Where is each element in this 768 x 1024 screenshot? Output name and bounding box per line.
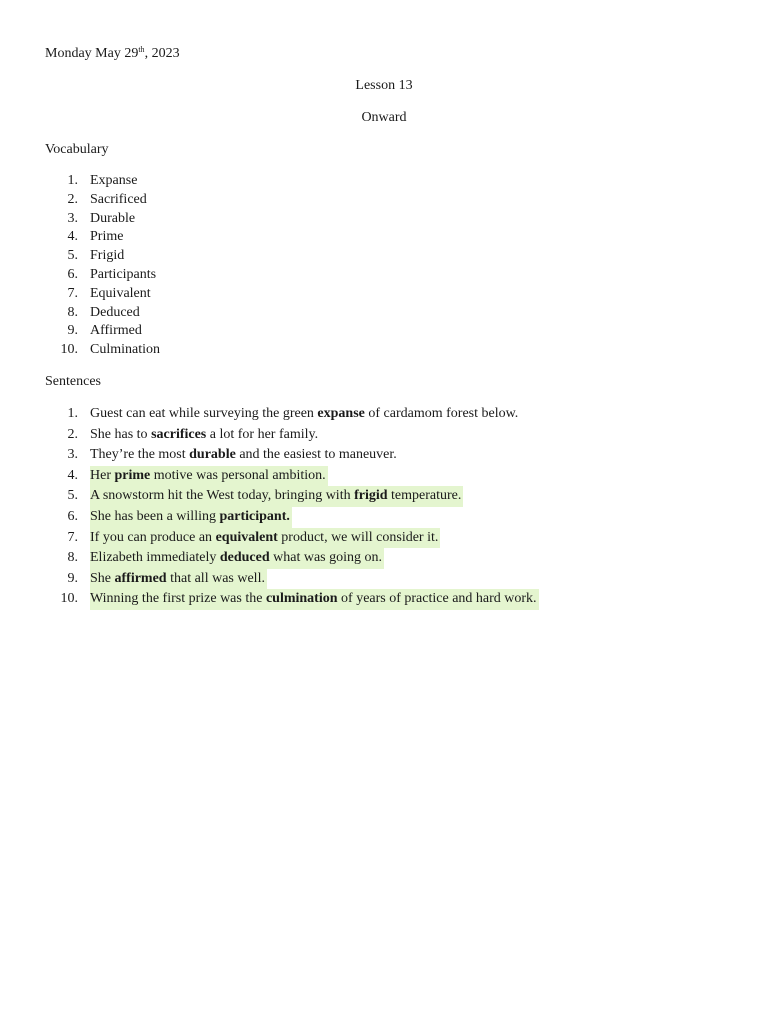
date-ordinal-suffix: th <box>138 45 145 54</box>
vocabulary-word: Sacrificed <box>90 191 147 207</box>
sentence-pre: If you can produce an <box>90 529 216 545</box>
vocabulary-item <box>0 304 760 323</box>
sentence-text-highlighted <box>90 548 384 569</box>
sentence-post: motive was personal ambition. <box>150 467 326 483</box>
vocabulary-word: Frigid <box>90 248 125 264</box>
sentence-vocab-word: prime <box>114 467 151 483</box>
sentence-pre: Elizabeth immediately <box>90 550 220 566</box>
vocabulary-item <box>0 266 760 285</box>
vocabulary-item <box>0 210 760 229</box>
sentence-text-highlighted <box>90 589 539 610</box>
sentence-text <box>90 445 397 466</box>
item-number: 5. <box>67 488 78 504</box>
sentence-item <box>0 466 760 487</box>
sentence-text <box>90 404 518 425</box>
sentence-vocab-word: equivalent <box>215 529 278 545</box>
vocabulary-heading: Vocabulary <box>45 142 109 157</box>
vocabulary-item <box>0 228 760 247</box>
item-number: 9. <box>67 570 78 586</box>
sentence-vocab-word: expanse <box>317 406 365 421</box>
item-number: 1. <box>67 406 78 421</box>
sentence-pre: Guest can eat while surveying the green <box>90 406 318 421</box>
vocabulary-item <box>0 341 760 360</box>
item-number: 6. <box>67 266 78 282</box>
vocabulary-word: Deduced <box>90 304 140 320</box>
date-main: Monday May 29 <box>45 46 139 61</box>
sentence-pre: She <box>90 570 115 586</box>
item-number: 7. <box>67 529 78 545</box>
sentence-vocab-word: deduced <box>219 550 270 566</box>
sentence-post: that all was well. <box>166 570 265 586</box>
item-number: 8. <box>67 550 78 566</box>
vocabulary-item <box>0 322 760 341</box>
item-number: 10. <box>60 591 78 607</box>
item-number: 3. <box>67 447 78 463</box>
vocabulary-word: Affirmed <box>90 323 142 339</box>
sentence-item <box>0 486 760 507</box>
sentence-text-highlighted <box>90 507 292 528</box>
sentence-vocab-word: culmination <box>265 591 338 607</box>
sentence-post: product, we will consider it. <box>277 529 439 545</box>
vocabulary-item <box>0 172 760 191</box>
vocabulary-item <box>0 285 760 304</box>
item-number: 3. <box>67 210 78 226</box>
item-number: 4. <box>67 467 78 483</box>
sentences-heading: Sentences <box>45 374 101 389</box>
vocabulary-item <box>0 247 760 266</box>
item-number: 6. <box>67 508 78 524</box>
sentence-item <box>0 404 760 425</box>
lesson-subtitle: Onward <box>361 110 407 125</box>
sentence-pre: They’re the most <box>90 447 190 463</box>
sentence-item <box>0 507 760 528</box>
item-number: 4. <box>67 229 78 245</box>
sentence-post: of cardamom forest below. <box>364 406 519 421</box>
sentence-pre: She has to <box>90 426 152 442</box>
lesson-title: Lesson 13 <box>355 78 413 93</box>
date-line <box>45 45 180 63</box>
sentence-text-highlighted <box>90 528 440 549</box>
sentence-item <box>0 528 760 549</box>
sentence-item <box>0 569 760 590</box>
sentence-item <box>0 445 760 466</box>
sentence-post: and the easiest to maneuver. <box>235 447 397 463</box>
sentence-vocab-word: frigid <box>354 488 388 504</box>
sentence-text-highlighted <box>90 466 328 487</box>
sentence-item <box>0 589 760 610</box>
sentence-pre: A snowstorm hit the West today, bringing with <box>90 488 355 504</box>
sentence-vocab-word: durable <box>189 447 236 463</box>
vocabulary-word: Participants <box>90 266 157 282</box>
vocabulary-word: Prime <box>90 229 124 245</box>
item-number: 5. <box>67 248 78 264</box>
sentence-post: of years of practice and hard work. <box>337 591 537 607</box>
item-number: 8. <box>67 304 78 320</box>
sentence-vocab-word: participant. <box>219 508 290 524</box>
sentence-pre: She has been a willing <box>90 508 220 524</box>
vocabulary-word: Expanse <box>90 173 138 188</box>
sentence-item <box>0 548 760 569</box>
item-number: 7. <box>67 285 78 301</box>
item-number: 2. <box>67 191 78 207</box>
sentence-vocab-word: sacrifices <box>151 426 207 442</box>
sentence-post: a lot for her family. <box>206 426 319 442</box>
sentences-list <box>0 404 760 610</box>
vocabulary-list <box>0 172 760 360</box>
vocabulary-word: Equivalent <box>90 285 151 301</box>
sentence-post: temperature. <box>387 488 462 504</box>
sentence-item <box>0 425 760 446</box>
sentence-pre: Her <box>90 467 115 483</box>
sentence-text-highlighted <box>90 569 267 590</box>
item-number: 1. <box>67 173 78 188</box>
date-year: , 2023 <box>144 46 180 61</box>
sentence-post: what was going on. <box>269 550 383 566</box>
sentence-text <box>90 425 318 446</box>
item-number: 2. <box>67 426 78 442</box>
sentence-text-highlighted <box>90 486 463 507</box>
sentence-pre: Winning the first prize was the <box>90 591 266 607</box>
vocabulary-word: Culmination <box>90 342 160 358</box>
sentence-vocab-word: affirmed <box>114 570 167 586</box>
vocabulary-item <box>0 191 760 210</box>
item-number: 10. <box>60 342 78 358</box>
vocabulary-word: Durable <box>90 210 136 226</box>
item-number: 9. <box>67 323 78 339</box>
